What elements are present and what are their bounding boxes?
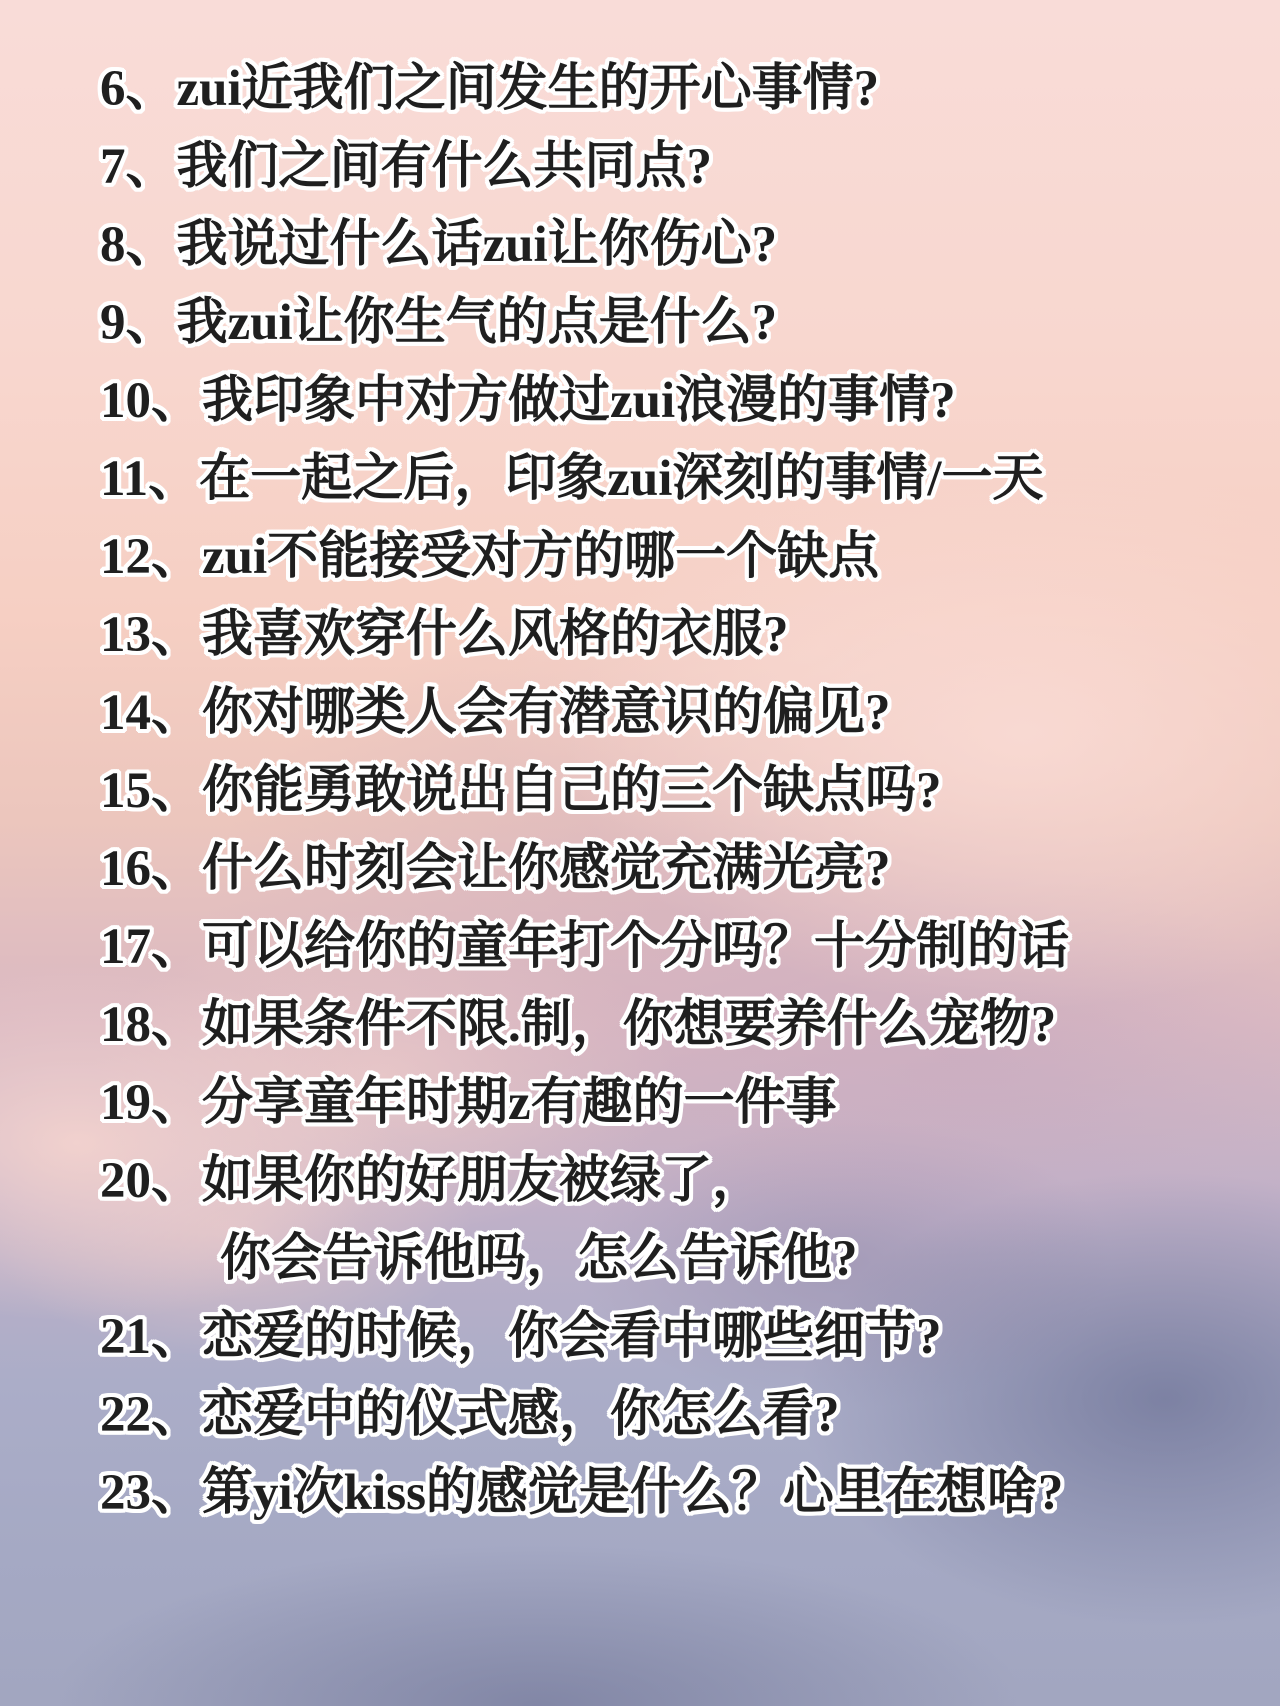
question-list bbox=[100, 50, 1250, 1532]
question-number: 15、 bbox=[100, 763, 203, 819]
question-number: 14、 bbox=[100, 685, 203, 741]
question-row bbox=[100, 596, 1250, 674]
question-number: 22、 bbox=[100, 1387, 203, 1443]
question-number: 19、 bbox=[100, 1075, 203, 1131]
question-number: 20、 bbox=[100, 1153, 203, 1209]
question-number: 9、 bbox=[100, 295, 177, 351]
question-text: 如果条件不限.制，你想要养什么宠物? bbox=[202, 997, 1057, 1053]
question-row bbox=[100, 50, 1250, 128]
question-number: 7、 bbox=[100, 139, 177, 195]
question-row bbox=[100, 830, 1250, 908]
question-text: 你对哪类人会有潜意识的偏见? bbox=[202, 685, 891, 741]
question-row bbox=[100, 674, 1250, 752]
question-text: 你会告诉他吗，怎么告诉他? bbox=[220, 1231, 858, 1287]
question-text: 我zui让你生气的点是什么? bbox=[176, 295, 778, 351]
question-number: 8、 bbox=[100, 217, 177, 273]
question-text: 我说过什么话zui让你伤心? bbox=[176, 217, 778, 273]
question-row bbox=[100, 518, 1250, 596]
question-row bbox=[100, 908, 1250, 986]
question-number: 10、 bbox=[100, 373, 203, 429]
question-text: 什么时刻会让你感觉充满光亮? bbox=[202, 841, 891, 897]
question-text: 分享童年时期z有趣的一件事 bbox=[202, 1075, 837, 1131]
question-row bbox=[100, 1142, 1250, 1220]
question-row bbox=[100, 128, 1250, 206]
question-number: 13、 bbox=[100, 607, 203, 663]
question-row bbox=[100, 1376, 1250, 1454]
question-text: 如果你的好朋友被绿了， bbox=[202, 1153, 764, 1209]
question-number: 21、 bbox=[100, 1309, 203, 1365]
question-number: 11、 bbox=[100, 451, 200, 507]
question-row bbox=[100, 1298, 1250, 1376]
question-text: 恋爱的时候，你会看中哪些细节? bbox=[202, 1309, 942, 1365]
question-number: 12、 bbox=[100, 529, 203, 585]
question-text: 我们之间有什么共同点? bbox=[176, 139, 713, 195]
question-row bbox=[100, 986, 1250, 1064]
question-row bbox=[100, 752, 1250, 830]
question-row-continuation bbox=[100, 1220, 1250, 1298]
question-number: 23、 bbox=[100, 1465, 203, 1521]
question-number: 18、 bbox=[100, 997, 203, 1053]
question-text: 你能勇敢说出自己的三个缺点吗? bbox=[202, 763, 942, 819]
question-text: 可以给你的童年打个分吗？十分制的话 bbox=[202, 919, 1070, 975]
question-row bbox=[100, 1064, 1250, 1142]
question-row bbox=[100, 1454, 1250, 1532]
question-text: 我印象中对方做过zui浪漫的事情? bbox=[202, 373, 956, 429]
question-number: 16、 bbox=[100, 841, 203, 897]
question-text: zui不能接受对方的哪一个缺点 bbox=[202, 529, 880, 585]
question-row bbox=[100, 362, 1250, 440]
question-text: 在一起之后，印象zui深刻的事情/一天 bbox=[199, 451, 1044, 507]
question-number: 6、 bbox=[100, 61, 177, 117]
question-text: 我喜欢穿什么风格的衣服? bbox=[202, 607, 789, 663]
question-text: 恋爱中的仪式感，你怎么看? bbox=[202, 1387, 840, 1443]
question-row bbox=[100, 284, 1250, 362]
question-text: zui近我们之间发生的开心事情? bbox=[176, 61, 880, 117]
question-row bbox=[100, 440, 1250, 518]
question-text: 第yi次kiss的感觉是什么？心里在想啥? bbox=[202, 1465, 1064, 1521]
question-number: 17、 bbox=[100, 919, 203, 975]
question-row bbox=[100, 206, 1250, 284]
